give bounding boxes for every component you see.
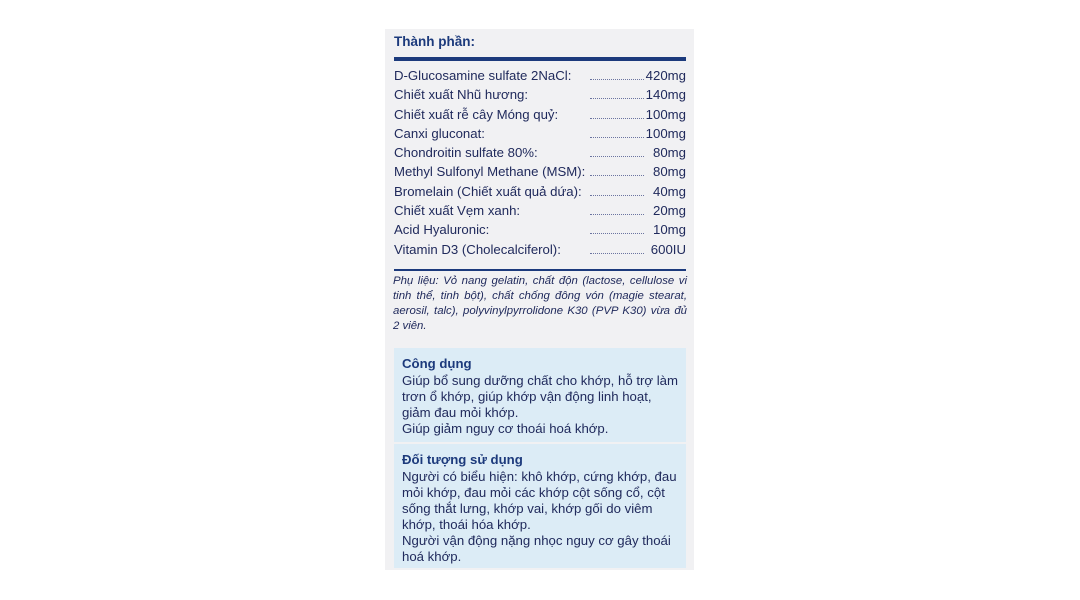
leader-dots xyxy=(590,214,644,215)
ingredient-name: Acid Hyaluronic: xyxy=(394,222,490,238)
ingredient-row xyxy=(394,68,686,87)
ingredient-row xyxy=(394,126,686,145)
ingredient-name: Chondroitin sulfate 80%: xyxy=(394,145,538,161)
uses-box xyxy=(394,348,686,442)
ingredients-title: Thành phần: xyxy=(394,34,475,49)
ingredient-amount: 420mg xyxy=(645,68,686,83)
ingredient-name: D-Glucosamine sulfate 2NaCl: xyxy=(394,68,572,83)
leader-dots xyxy=(590,98,644,99)
ingredient-amount: 40mg xyxy=(653,183,686,199)
leader-dots xyxy=(590,175,644,176)
ingredient-amount: 10mg xyxy=(653,222,686,238)
ingredient-amount: 100mg xyxy=(645,106,686,122)
target-users-title: Đối tượng sử dụng xyxy=(402,452,523,467)
ingredient-name: Chiết xuất Nhũ hương: xyxy=(394,87,529,103)
ingredient-amount: 80mg xyxy=(653,164,686,180)
ingredient-amount: 600IU xyxy=(650,241,686,257)
uses-title: Công dụng xyxy=(402,356,472,371)
target-users-line: Người có biểu hiện: khô khớp, cứng khớp, đau mỏi khớp, đau mỏi các khớp cột sống cổ, cột sống thắt lưng, khớp vai, khớp gối do viêm khớp, thoái hóa khớp. xyxy=(402,469,677,532)
ingredients-list xyxy=(394,68,686,261)
ingredient-amount: 20mg xyxy=(653,203,686,219)
ingredient-row xyxy=(394,184,686,203)
target-users-line: Người vận động nặng nhọc nguy cơ gây thoái hoá khớp. xyxy=(402,533,671,564)
leader-dots xyxy=(590,195,644,196)
uses-line: Giúp giảm nguy cơ thoái hoá khớp. xyxy=(402,421,609,436)
ingredient-row xyxy=(394,222,686,241)
title-divider xyxy=(394,57,686,61)
leader-dots xyxy=(590,118,644,119)
label-panel xyxy=(385,29,694,570)
ingredient-row xyxy=(394,145,686,164)
ingredient-name: Canxi gluconat: xyxy=(394,125,485,141)
leader-dots xyxy=(590,137,644,138)
leader-dots xyxy=(590,79,644,80)
leader-dots xyxy=(590,233,644,234)
ingredient-amount: 80mg xyxy=(653,145,686,161)
uses-line: Giúp bổ sung dưỡng chất cho khớp, hỗ trợ làm trơn ổ khớp, giúp khớp vận động linh hoạt, giảm đau mỏi khớp. xyxy=(402,373,678,420)
ingredient-amount: 140mg xyxy=(645,87,686,103)
leader-dots xyxy=(590,253,644,254)
ingredient-name: Bromelain (Chiết xuất quả dứa): xyxy=(394,183,582,199)
ingredient-name: Chiết xuất rễ cây Móng quỷ: xyxy=(394,106,559,122)
ingredient-amount: 100mg xyxy=(645,125,686,141)
ingredient-row xyxy=(394,203,686,222)
ingredient-row xyxy=(394,242,686,261)
ingredient-row xyxy=(394,164,686,183)
ingredients-divider xyxy=(394,269,686,271)
leader-dots xyxy=(590,156,644,157)
ingredient-name: Methyl Sulfonyl Methane (MSM): xyxy=(394,164,586,180)
excipients-text: Phụ liệu: Vỏ nang gelatin, chất độn (lactose, cellulose vi tinh thể, tinh bột), chất chống đông vón (magie stearat, aerosil, talc), polyvinylpyrrolidone K30 (PVP K30) vừa đủ 2 viên. xyxy=(393,275,687,332)
ingredient-row xyxy=(394,87,686,106)
ingredient-row xyxy=(394,107,686,126)
ingredient-name: Chiết xuất Vẹm xanh: xyxy=(394,203,521,219)
target-users-box xyxy=(394,444,686,568)
ingredient-name: Vitamin D3 (Cholecalciferol): xyxy=(394,241,561,257)
